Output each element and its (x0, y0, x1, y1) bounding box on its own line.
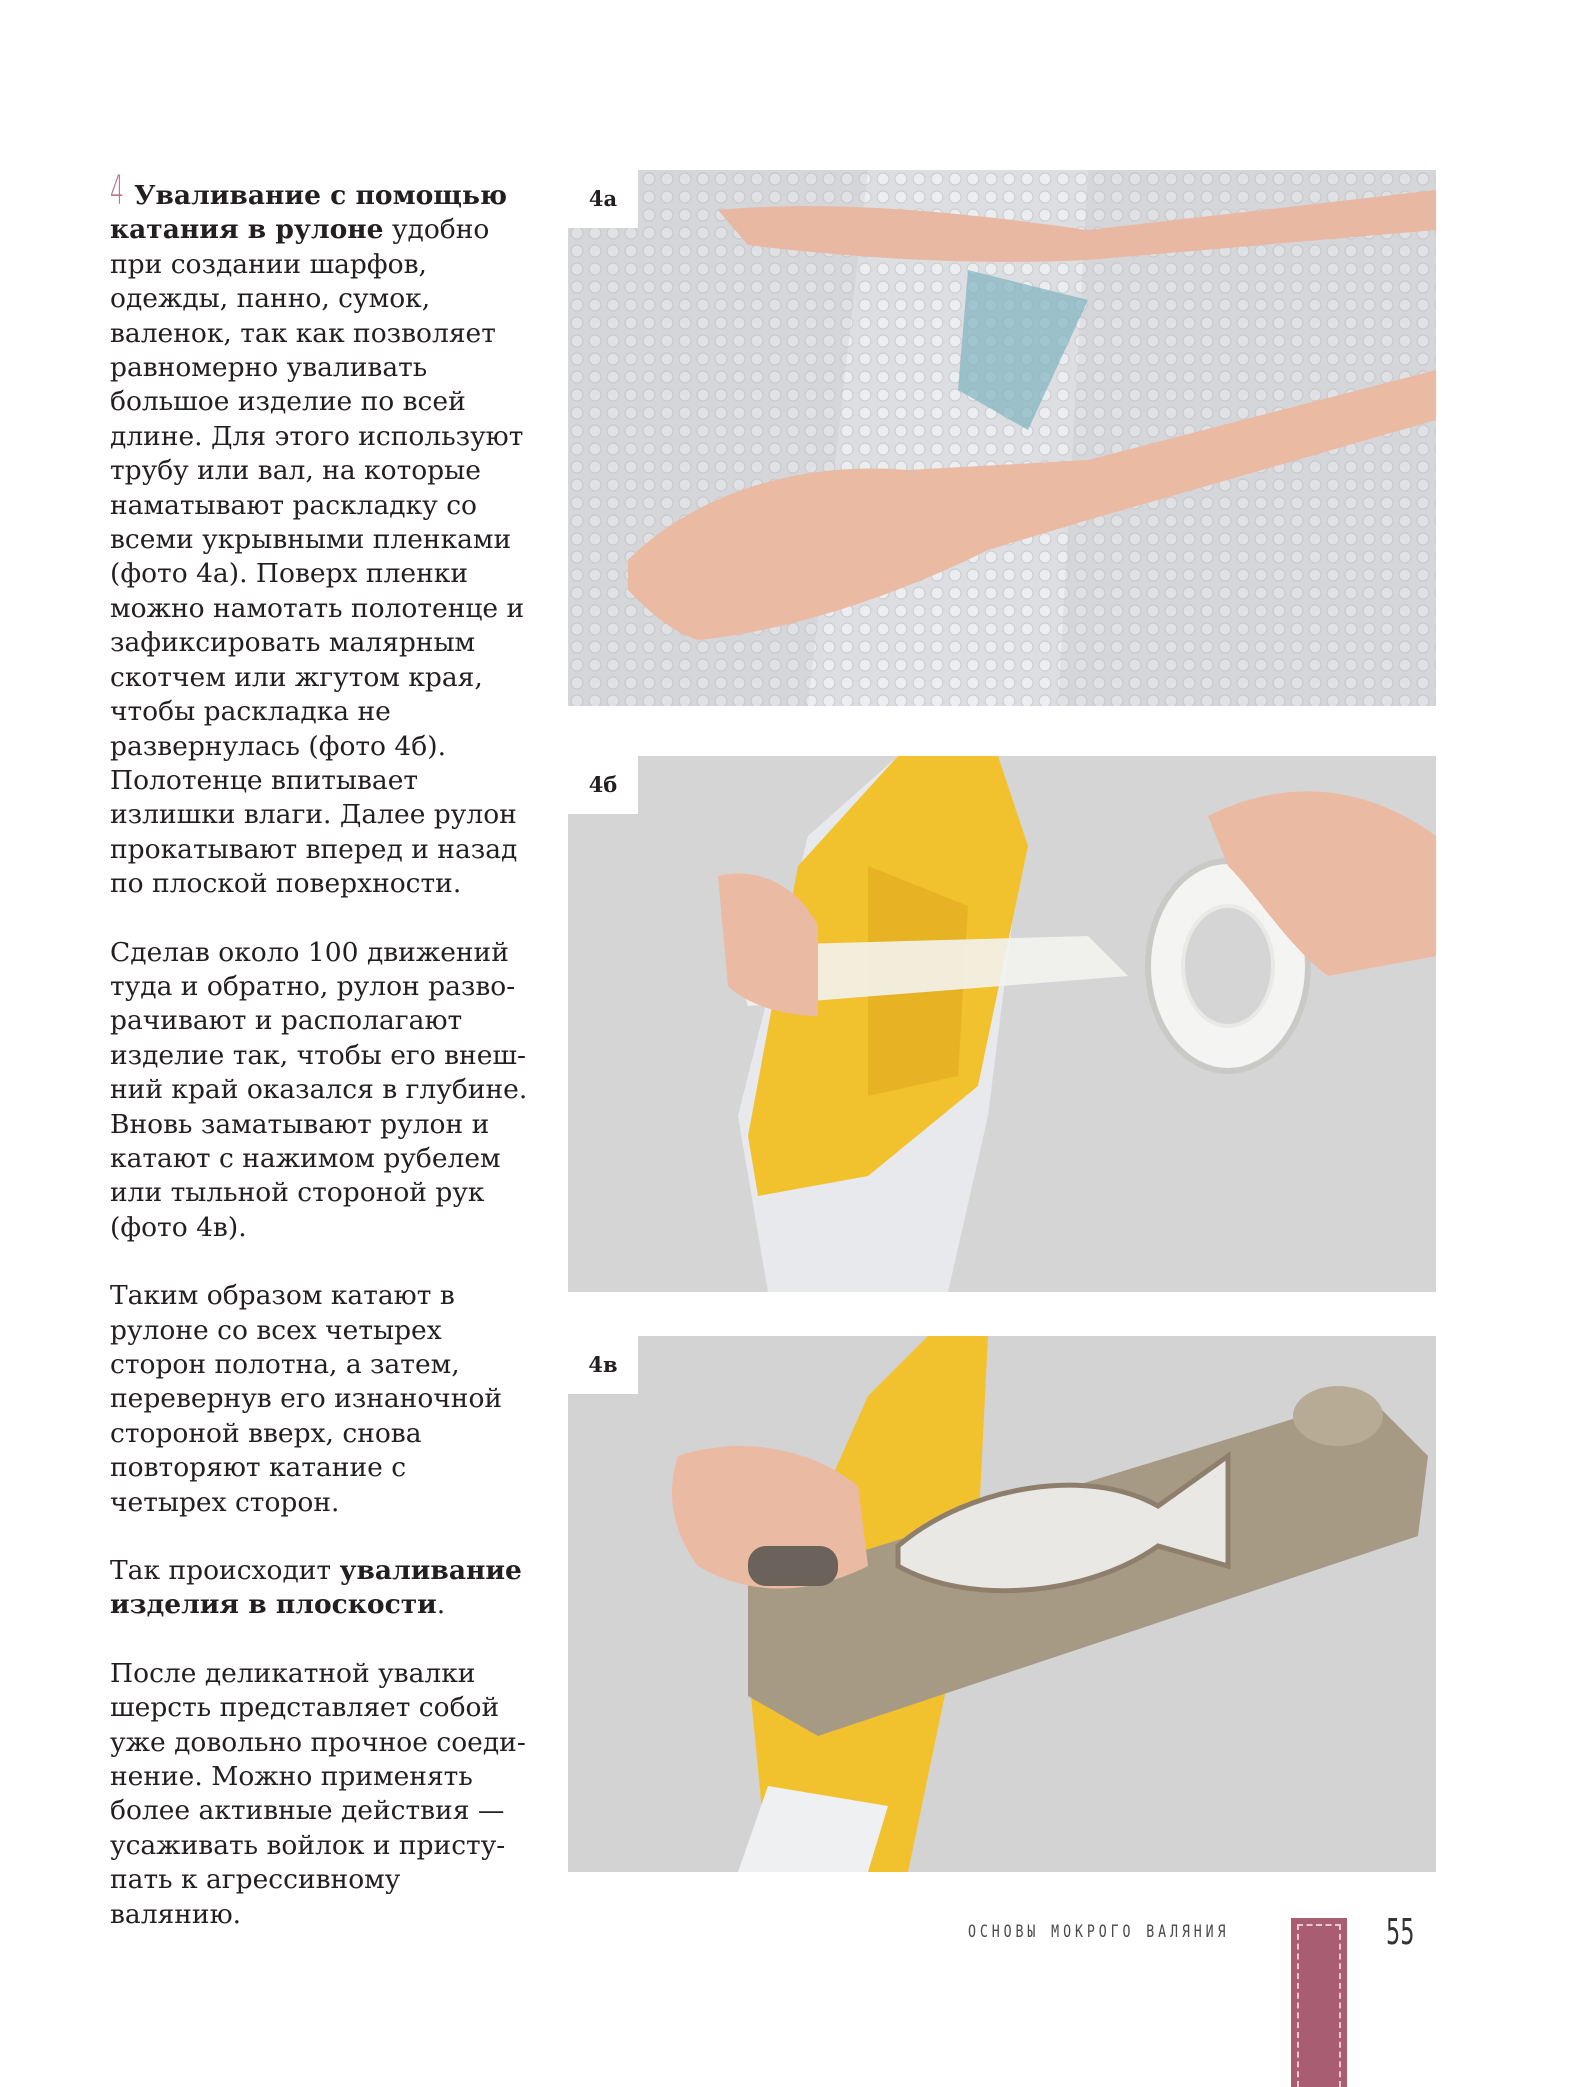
paragraph-3: Таким образом катают в рулоне со всех четырех сторон полотна, а затем, перевернув его изнаночной стороной вверх, снова повторяют катание с четырех сторон. (110, 1280, 503, 1518)
towel-tape-roll-icon (568, 756, 1436, 1292)
photo-4b (568, 756, 1436, 1292)
rubel-fish-board-icon (568, 1336, 1436, 1872)
bookmark-tab (1291, 1918, 1347, 2087)
photo-4c (568, 1336, 1436, 1872)
paragraph-1 (110, 168, 530, 902)
paragraph-2: Сделав около 100 движений туда и обратно, рулон разворачивают и располагают изделие так, чтобы его внешний край оказался в глубине. Вновь заматывают рулон и катают с нажимом рубелем или тыльной стороной рук (фото 4в). (110, 936, 528, 1243)
paragraph-4-end: . (436, 1589, 446, 1621)
photo-4a (568, 170, 1436, 706)
paragraph-4 (110, 1554, 530, 1623)
bold-term-rolling: Уваливание с помощью катания в рулоне (110, 180, 508, 246)
step-number: 4 (110, 168, 124, 214)
paragraph-5: После деликатной увалки шерсть представляет собой уже довольно прочное соединение. Можно применять более активные действия — усаживать войлок и приступать к агрессивному валянию. (110, 1657, 526, 1930)
paragraph-4-text: Так происходит (110, 1555, 340, 1587)
photo-label-4c: 4в (568, 1336, 638, 1394)
bubble-wrap-roll-hands-icon (568, 170, 1436, 706)
photo-label-4a: 4а (568, 170, 638, 228)
photo-label-4b: 4б (568, 756, 638, 814)
bold-term-plane: уваливание изделия в плоскости (110, 1555, 522, 1621)
paragraph-1-text: удобно при создании шарфов, одежды, панно, сумок, валенок, так как позволяет равномерно уваливать большое изделие по всей длине. Для этого используют трубу или вал, на которые наматывают раскладку со всеми укрывными пленками (фото 4а). Поверх пленки можно намотать полотенце и зафиксировать малярным скотчем или жгутом края, чтобы раскладка не развернулась (фото 4б). Полотенце впитывает излишки влаги. Далее рулон прокатывают вперед и назад по плоской поверхности. (110, 214, 525, 900)
body-text-column (110, 168, 530, 1966)
running-footer-section-title: ОСНОВЫ МОКРОГО ВАЛЯНИЯ (968, 1922, 1230, 1942)
page-number: 55 (1386, 1912, 1415, 1953)
